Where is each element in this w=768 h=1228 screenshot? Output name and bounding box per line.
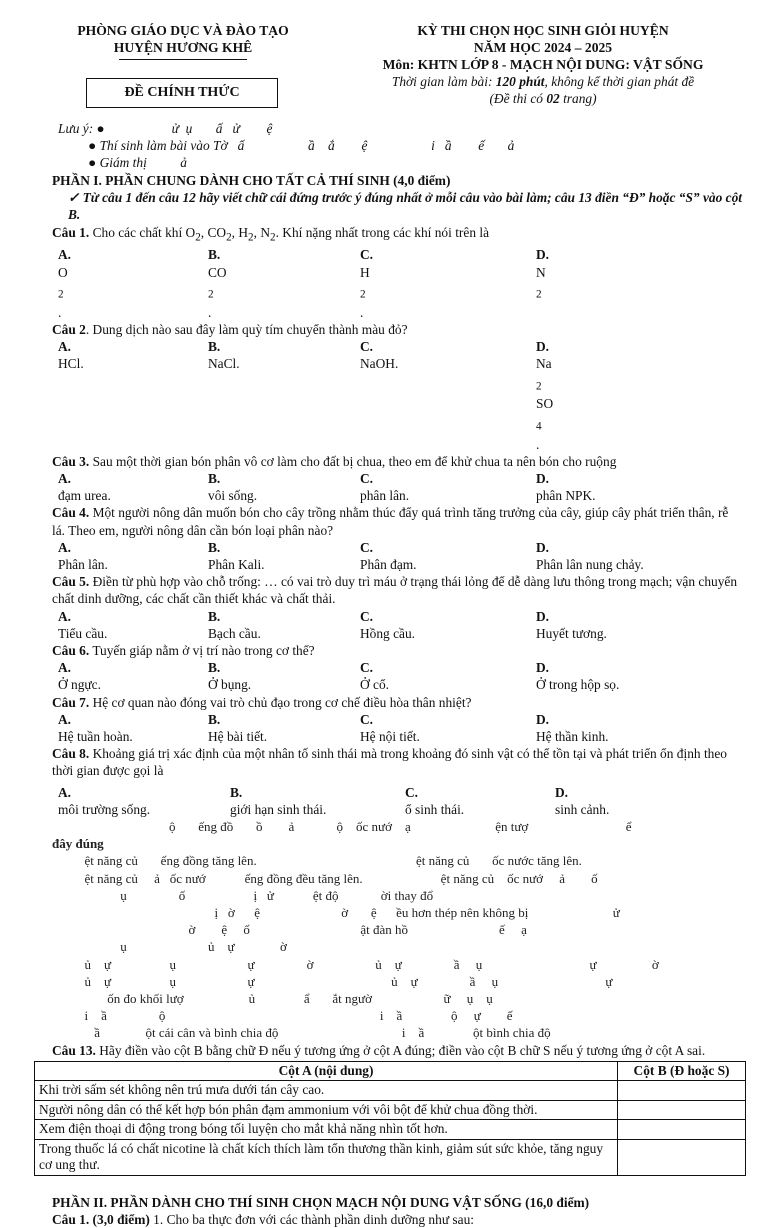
note-line-3: ● Giám thị ả bbox=[58, 155, 187, 170]
fragment-line: i ầ ộ i ầ ộ ự ế bbox=[52, 1008, 513, 1024]
option-c: C. Phân đạm. bbox=[360, 539, 417, 572]
option-b: B. vôi sống. bbox=[208, 470, 258, 504]
question-2: Câu 2. Dung dịch nào sau đây làm quỳ tím chuyển thành màu đỏ? bbox=[52, 321, 408, 337]
fragment-line: ị ờ ệ ờ ệ ều hơn thép nên không bị ử bbox=[52, 905, 620, 921]
option-c: C. Hệ nội tiết. bbox=[360, 711, 420, 744]
question-8: Câu 8. Khoảng giá trị xác định của một nhân tố sinh thái mà trong khoảng đó sinh vật có thể tồn tại và phát triển ổn định theo thời gian được gọi là bbox=[52, 746, 727, 779]
exam-header bbox=[338, 22, 748, 107]
department-line2: HUYỆN HƯƠNG KHÊ bbox=[113, 40, 253, 55]
column-b-header: Cột B (Đ hoặc S) bbox=[618, 1061, 746, 1081]
question-2-options bbox=[52, 338, 742, 453]
option-a: A. O $_2$ . bbox=[58, 247, 72, 320]
table-row bbox=[35, 1139, 746, 1175]
question-6: Câu 6. Tuyến giáp nằm ở vị trí nào trong cơ thể? bbox=[52, 642, 315, 658]
header-underline bbox=[119, 59, 247, 60]
option-b: B. Hệ bài tiết. bbox=[208, 711, 268, 744]
notes bbox=[58, 120, 514, 171]
option-b: B. giới hạn sinh thái. bbox=[230, 784, 327, 817]
question-3: Câu 3. Sau một thời gian bón phân vô cơ làm cho đất bị chua, theo em để khử chua ta nên bón cho ruộng bbox=[52, 453, 617, 469]
question-4-options bbox=[52, 539, 742, 573]
table-row bbox=[35, 1100, 746, 1120]
option-d: D. Huyết tương. bbox=[536, 608, 607, 641]
fragment-line: ụ ố ị ử ệt độ ời thay đổ bbox=[52, 887, 434, 903]
part2-question-1: Câu 1. (3,0 điểm) 1. Cho ba thực đơn với các thành phần dinh dưỡng như sau: bbox=[52, 1212, 474, 1228]
school-year: NĂM HỌC 2024 – 2025 bbox=[473, 40, 613, 55]
question-6-options bbox=[52, 659, 742, 693]
option-a: A. Ở ngực. bbox=[58, 660, 101, 693]
answer-cell[interactable] bbox=[618, 1100, 746, 1120]
question-5: Câu 5. Điền từ phù hợp vào chỗ trống: … có vai trò duy trì máu ở trạng thái lỏng để dễ dàng lưu thông trong mạch; vận chuyển chất dinh dưỡng, các chất cần thiết khác và chất thải. bbox=[52, 574, 738, 607]
option-b: B. Ở bụng. bbox=[208, 660, 252, 693]
option-b: B. Bạch cầu. bbox=[208, 608, 261, 641]
option-d: D. Hệ thần kinh. bbox=[536, 711, 609, 744]
question-7: Câu 7. Hệ cơ quan nào đóng vai trò chủ đạo trong cơ chế điều hòa thân nhiệt? bbox=[52, 694, 472, 710]
option-c: C. NaOH. bbox=[360, 339, 399, 372]
option-d: D. Ở trong hộp sọ. bbox=[536, 660, 620, 693]
question-8-options bbox=[52, 784, 742, 818]
option-d: D. Na $_2$ SO $_4$ . bbox=[536, 339, 554, 452]
part1-instructions: ✓ Từ câu 1 đến câu 12 hãy viết chữ cái đứng trước ý đúng nhất ở mỗi câu vào bài làm; câu 13 điền “Đ” hoặc “S” vào cột B. bbox=[68, 190, 743, 223]
option-b: B. NaCl. bbox=[208, 339, 240, 372]
fragment-line: ệt năng củ ả ốc nướ ếng đồng đều tăng lên. ệt năng củ ốc nướ ả ố bbox=[52, 870, 598, 886]
question-5-options bbox=[52, 608, 742, 642]
fragmented-questions bbox=[52, 818, 742, 1042]
fragment-line: ụ ủ ự ờ bbox=[52, 939, 287, 955]
fragment-line: ầ ột cái cân và bình chia độ i ầ ột bình chia độ bbox=[52, 1025, 551, 1041]
fragment-line: ệt năng củ ếng đồng tăng lên. ệt năng củ ốc nước tăng lên. bbox=[52, 853, 582, 869]
answer-cell[interactable] bbox=[618, 1120, 746, 1140]
option-a: A. Hệ tuần hoàn. bbox=[58, 711, 133, 744]
question-1-options bbox=[52, 246, 742, 320]
statement-cell: Trong thuốc lá có chất nicotine là chất kích thích làm tổn thương thần kinh, giảm sút sức khỏe, tăng nguy cơ ung thư. bbox=[35, 1139, 618, 1175]
part1-title: PHẦN I. PHẦN CHUNG DÀNH CHO TẤT CẢ THÍ SINH (4,0 điểm) bbox=[52, 173, 451, 188]
statement-cell: Xem điện thoại di động trong bóng tối luyện cho mắt khả năng nhìn tốt hơn. bbox=[35, 1120, 618, 1140]
exam-body bbox=[39, 172, 743, 1228]
option-a: A. Tiểu cầu. bbox=[58, 608, 108, 641]
table-row bbox=[35, 1120, 746, 1140]
option-a: A. đạm urea. bbox=[58, 470, 111, 504]
option-d: D. phân NPK. bbox=[536, 470, 596, 504]
fragment-line: ộ ếng đồ ồ ả ộ ốc nướ ạ ện tượ ể bbox=[52, 819, 632, 834]
option-c: C. H $_2$ . bbox=[360, 247, 374, 320]
subject-line: Môn: KHTN LỚP 8 - MẠCH NỘI DUNG: VẬT SỐNG bbox=[382, 57, 704, 72]
pages-line: (Đề thi có 02 trang) bbox=[489, 91, 597, 106]
question-1: Câu 1. Cho các chất khí $O_2$, $CO_2$, $H_2$, $N_2$. Khí nặng nhất trong các khí nói trên là bbox=[52, 224, 490, 244]
option-d: D. N $_2$ bbox=[536, 247, 550, 301]
option-c: C. Ở cổ. bbox=[360, 660, 390, 693]
question-3-options bbox=[52, 470, 742, 504]
fragment-line: đây đúng bbox=[52, 836, 104, 852]
question-13: Câu 13. Hãy điền vào cột B bằng chữ Đ nếu ý tương ứng ở cột A đúng; điền vào cột B chữ S nếu ý tương ứng ở cột A sai. bbox=[52, 1042, 706, 1058]
fragment-line: ờ ệ ố ật đàn hồ ế ạ bbox=[52, 922, 527, 938]
option-b: B. CO $_2$ . bbox=[208, 247, 227, 320]
note-line-2: ● Thí sinh làm bài vào Tờ ấ ầ ắ ệ i ầ ế ả bbox=[58, 138, 515, 153]
option-b: B. Phân Kali. bbox=[208, 539, 265, 572]
option-c: C. Hồng cầu. bbox=[360, 608, 416, 641]
option-a: A. HCl. bbox=[58, 339, 84, 372]
question-7-options bbox=[52, 711, 742, 745]
column-a-header: Cột A (nội dung) bbox=[35, 1061, 618, 1081]
true-false-table bbox=[34, 1061, 746, 1176]
option-c: C. ổ sinh thái. bbox=[405, 784, 465, 817]
answer-cell[interactable] bbox=[618, 1081, 746, 1101]
statement-cell: Người nông dân có thể kết hợp bón phân đạm ammonium với vôi bột để khử chua đồng thời. bbox=[35, 1100, 618, 1120]
answer-cell[interactable] bbox=[618, 1139, 746, 1175]
department-line1: PHÒNG GIÁO DỤC VÀ ĐÀO TẠO bbox=[77, 23, 289, 38]
note-line-1: Lưu ý: ● ử ụ ấ ử ệ bbox=[58, 121, 273, 136]
table-row bbox=[35, 1081, 746, 1101]
department-header bbox=[48, 22, 318, 60]
time-line: Thời gian làm bài: 120 phút, không kể thời gian phát đề bbox=[391, 74, 695, 89]
fragment-line: ốn đo khối lượ ủ ẩ ắt ngườ ữ ụ ụ bbox=[52, 991, 493, 1007]
option-c: C. phân lân. bbox=[360, 470, 410, 504]
statement-cell: Khi trời sấm sét không nên trú mưa dưới tán cây cao. bbox=[35, 1081, 618, 1101]
option-a: A. Phân lân. bbox=[58, 539, 108, 572]
option-a: A. môi trường sống. bbox=[58, 784, 151, 817]
fragment-line: ủ ự ụ ự ờ ủ ự ầ ụ ự ờ bbox=[52, 956, 659, 972]
question-4: Câu 4. Một người nông dân muốn bón cho cây trồng nhằm thúc đẩy quá trình tăng trưởng của cây, giúp cây phát triển thân, rễ lá. Theo em, người nông dân cần bón loại phân nào? bbox=[52, 505, 729, 538]
part2-title: PHẦN II. PHẦN DÀNH CHO THÍ SINH CHỌN MẠCH NỘI DUNG VẬT SỐNG (16,0 điểm) bbox=[52, 1194, 590, 1210]
fragment-line: ủ ự ụ ự ủ ự ầ ụ ự bbox=[52, 973, 613, 989]
option-d: D. Phân lân nung chảy. bbox=[536, 539, 644, 572]
option-d: D. sinh cảnh. bbox=[555, 784, 610, 817]
exam-title: KỲ THI CHỌN HỌC SINH GIỎI HUYỆN bbox=[417, 23, 669, 38]
official-exam-box: ĐỀ CHÍNH THỨC bbox=[86, 78, 278, 108]
